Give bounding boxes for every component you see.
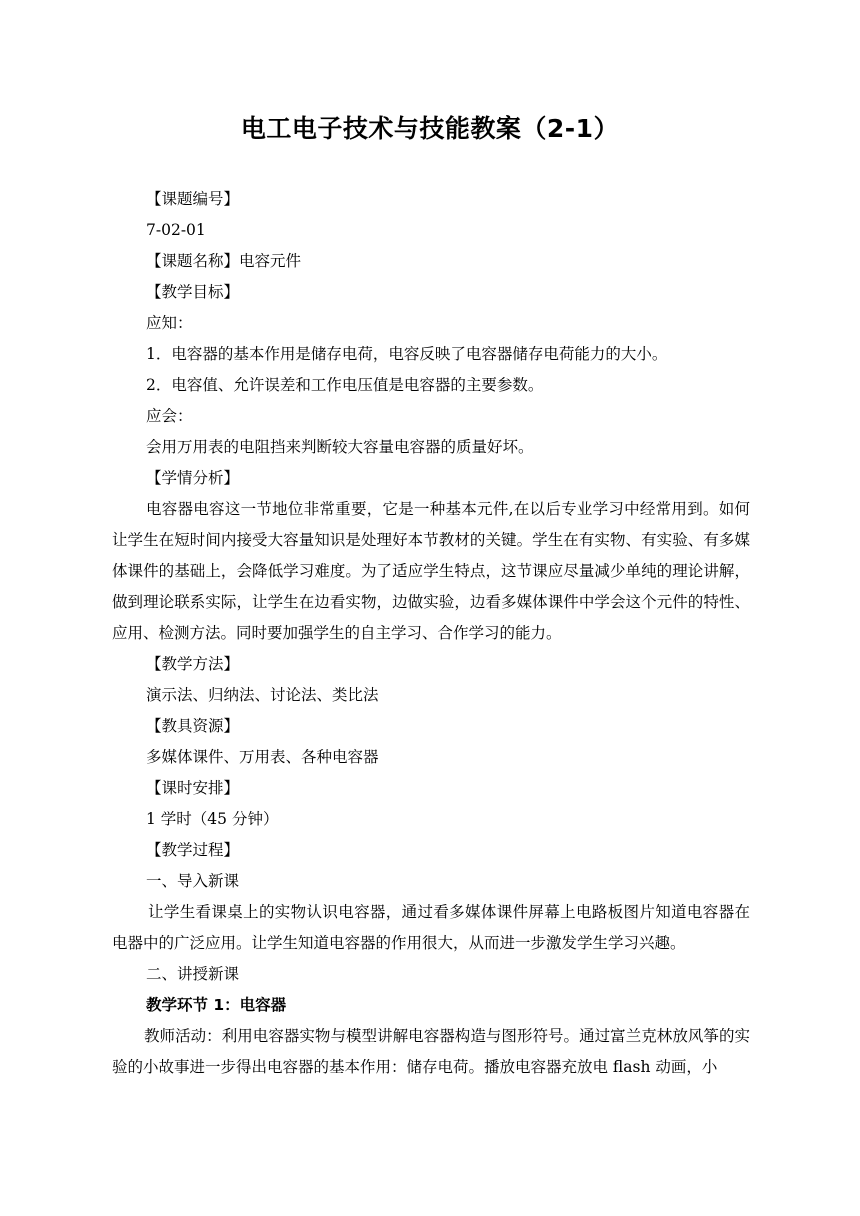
document-body xyxy=(112,184,750,1083)
topic-name-row xyxy=(112,246,750,277)
methods-label: 【教学方法】 xyxy=(146,655,240,673)
teacher-activity-paragraph: 教师活动：利用电容器实物与模型讲解电容器构造与图形符号。通过富兰克林放风筝的实验的小故事进一步得出电容器的基本作用：储存电荷。播放电容器充放电 flash 动画，小 xyxy=(112,1027,750,1076)
resources-label: 【教具资源】 xyxy=(146,717,240,735)
analysis-label: 【学情分析】 xyxy=(146,469,240,487)
can-item-1: 会用万用表的电阻挡来判断较大容量电容器的质量好坏。 xyxy=(146,438,534,456)
analysis-paragraph: 电容器电容这一节地位非常重要，它是一种基本元件,在以后专业学习中经常用到。如何让学生在短时间内接受大容量知识是处理好本节教材的关键。学生在有实物、有实验、有多媒体课件的基础上，会降低学习难度。为了适应学生特点，这节课应尽量减少单纯的理论讲解，做到理论联系实际，让学生在边看实物，边做实验，边看多媒体课件中学会这个元件的特性、应用、检测方法。同时要加强学生的自主学习、合作学习的能力。 xyxy=(112,500,750,642)
intro-paragraph: 让学生看课桌上的实物认识电容器，通过看多媒体课件屏幕上电路板图片知道电容器在电器中的广泛应用。让学生知道电容器的作用很大，从而进一步激发学生学习兴趣。 xyxy=(112,903,750,952)
schedule-text: 1 学时（45 分钟） xyxy=(146,810,279,828)
intro-heading: 一、导入新课 xyxy=(146,872,240,890)
topic-number: 7-02-01 xyxy=(146,221,206,239)
segment-1-heading: 教学环节 1：电容器 xyxy=(146,996,287,1014)
objectives-label: 【教学目标】 xyxy=(146,283,240,301)
schedule-label: 【课时安排】 xyxy=(146,779,240,797)
process-label: 【教学过程】 xyxy=(146,841,240,859)
resources-text: 多媒体课件、万用表、各种电容器 xyxy=(146,748,379,766)
know-item-1: 1．电容器的基本作用是储存电荷，电容反映了电容器储存电荷能力的大小。 xyxy=(146,345,668,363)
can-label: 应会： xyxy=(146,407,193,425)
know-label: 应知： xyxy=(146,314,193,332)
page-title: 电工电子技术与技能教案（2-1） xyxy=(240,114,620,143)
methods-text: 演示法、归纳法、讨论法、类比法 xyxy=(146,686,379,704)
know-item-2: 2．电容值、允许误差和工作电压值是电容器的主要参数。 xyxy=(146,376,544,394)
teach-heading: 二、讲授新课 xyxy=(146,965,240,983)
topic-name-label: 【课题名称】 xyxy=(146,252,240,270)
topic-name: 电容元件 xyxy=(239,252,302,270)
topic-number-label: 【课题编号】 xyxy=(146,190,240,208)
